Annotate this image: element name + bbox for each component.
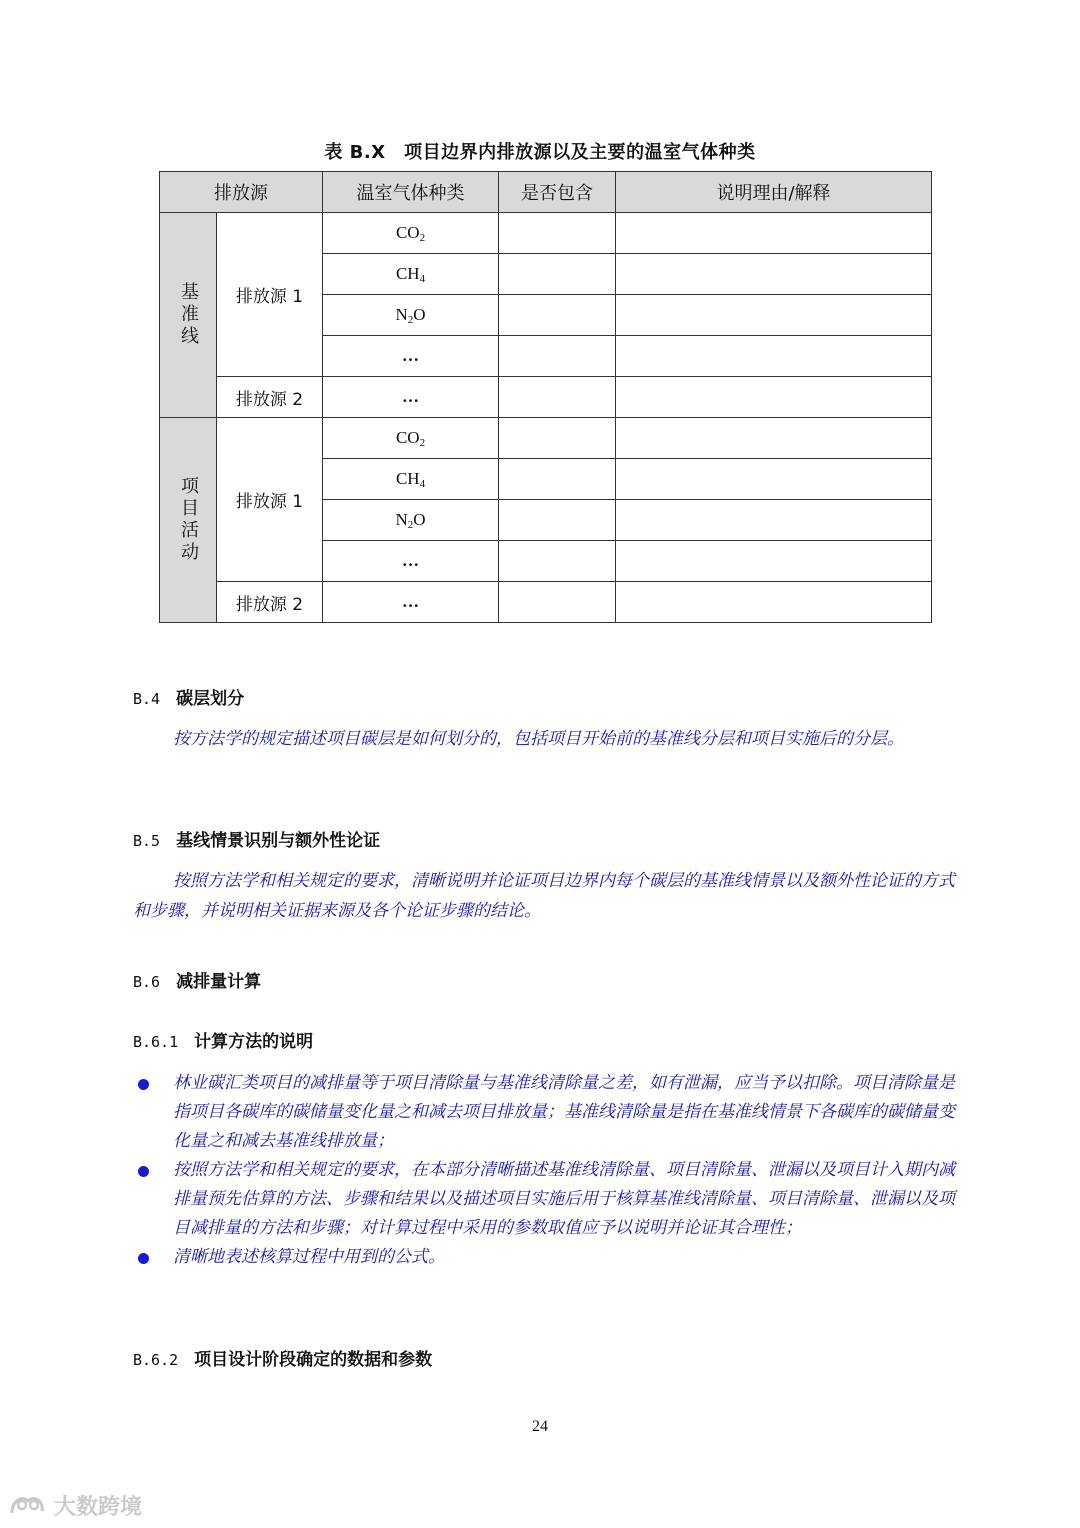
source-label: 排放源 2 [217,377,323,418]
section-number: B.6.2 [133,1351,179,1369]
included-cell [499,213,616,254]
section-title: 项目设计阶段确定的数据和参数 [194,1350,433,1370]
section-number: B.6.1 [133,1033,179,1051]
section-heading-b6 [133,967,261,992]
section-number: B.4 [133,690,161,708]
bullet-dot-icon [138,1253,149,1264]
list-item: 清晰地表述核算过程中用到的公式。 [133,1243,963,1272]
included-cell [499,541,616,582]
section-heading-b62 [133,1345,432,1370]
section-title: 基线情景识别与额外性论证 [176,831,381,851]
section-b4-text: 按方法学的规定描述项目碳层是如何划分的，包括项目开始前的基准线分层和项目实施后的分层。 [173,729,904,749]
included-cell [499,418,616,459]
header-included: 是否包含 [499,172,616,213]
section-heading-b4 [133,684,244,709]
header-emission-source: 排放源 [160,172,323,213]
gas-n2o: $N_2O$ [323,500,499,541]
table-row [160,418,932,459]
source-label: 排放源 1 [217,418,323,582]
section-title: 减排量计算 [176,972,262,992]
table-row [160,582,932,623]
explanation-cell [616,336,932,377]
explanation-cell [616,541,932,582]
explanation-cell [616,254,932,295]
explanation-cell [616,418,932,459]
gas-ellipsis: … [323,377,499,418]
header-gas-type: 温室气体种类 [323,172,499,213]
explanation-cell [616,500,932,541]
brand-logo-icon [8,1491,48,1521]
included-cell [499,336,616,377]
explanation-cell [616,213,932,254]
list-item: 林业碳汇类项目的减排量等于项目清除量与基准线清除量之差，如有泄漏，应当予以扣除。项目清除量是指项目各碳库的碳储量变化量之和减去项目排放量；基准线清除量是指在基准线情景下各碳库的碳储量变化量之和减去基准线排放量； [133,1069,963,1156]
bullet-dot-icon [138,1079,149,1090]
section-title: 计算方法的说明 [194,1032,314,1052]
section-heading-b61 [133,1027,313,1052]
explanation-cell [616,459,932,500]
section-number: B.5 [133,832,161,850]
included-cell [499,500,616,541]
gas-ellipsis: … [323,336,499,377]
table-header-row [160,172,932,213]
section-title: 碳层划分 [176,689,245,709]
page-number: 24 [532,1418,548,1435]
included-cell [499,254,616,295]
included-cell [499,459,616,500]
table-caption: 表 B.X 项目边界内排放源以及主要的温室气体种类 [324,142,756,163]
group-baseline-label: 基准线 [160,213,217,418]
section-b5-text: 按照方法学和相关规定的要求，清晰说明并论证项目边界内每个碳层的基准线情景以及额外性论证的方式和步骤，并说明相关证据来源及各个论证步骤的结论。 [133,871,955,921]
explanation-cell [616,377,932,418]
emission-source-table [159,171,932,623]
bullet-dot-icon [138,1166,149,1177]
watermark-text: 大数跨境 [54,1495,143,1520]
gas-co2: $CO_2$ [323,213,499,254]
explanation-cell [616,295,932,336]
source-label: 排放源 1 [217,213,323,377]
explanation-cell [616,582,932,623]
table-row [160,213,932,254]
gas-ellipsis: … [323,582,499,623]
b61-bullet-list [133,1069,963,1272]
list-item: 按照方法学和相关规定的要求，在本部分清晰描述基准线清除量、项目清除量、泄漏以及项目计入期内减排量预先估算的方法、步骤和结果以及描述项目实施后用于核算基准线清除量、项目清除量、泄漏以及项目减排量的方法和步骤；对计算过程中采用的参数取值应予以说明并论证其合理性； [133,1156,963,1243]
gas-ch4: $CH_4$ [323,254,499,295]
included-cell [499,582,616,623]
table-row [160,377,932,418]
section-number: B.6 [133,973,161,991]
header-explanation: 说明理由/解释 [616,172,932,213]
watermark [8,1490,142,1521]
source-label: 排放源 2 [217,582,323,623]
included-cell [499,295,616,336]
gas-co2: $CO_2$ [323,418,499,459]
group-project-label: 项目活动 [160,418,217,623]
gas-ellipsis: … [323,541,499,582]
gas-n2o: $N_2O$ [323,295,499,336]
included-cell [499,377,616,418]
section-heading-b5 [133,826,380,851]
gas-ch4: $CH_4$ [323,459,499,500]
